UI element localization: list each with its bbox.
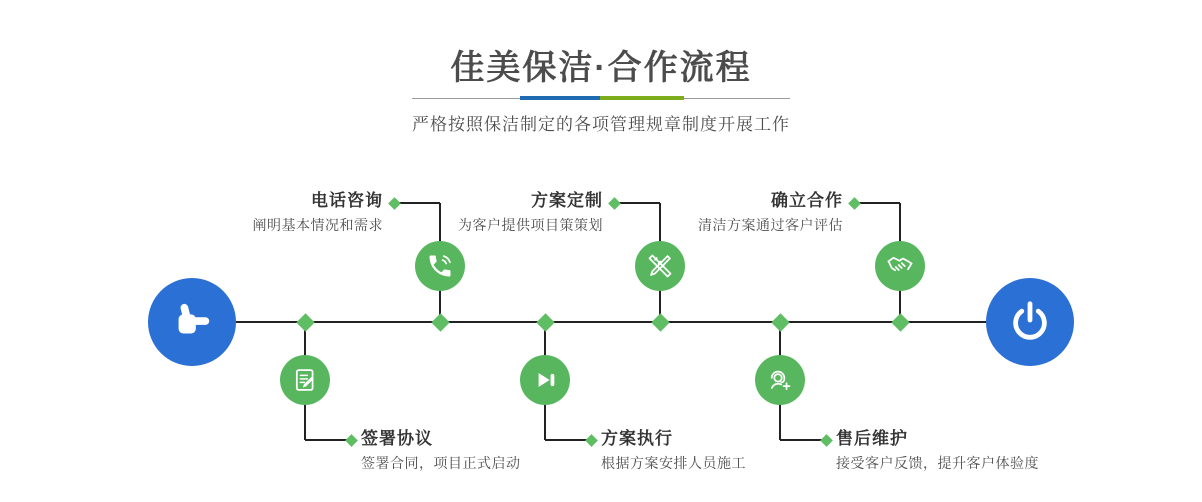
step-label-aftersales-maintenance [836,428,1116,473]
step-forward-icon [531,366,559,394]
page-title: 佳美保洁·合作流程 [450,49,752,87]
timeline-node-diamond [296,313,314,331]
divider-green-segment [600,96,684,100]
step-title: 确立合作 [771,191,843,210]
step-desc: 清洁方案通过客户评估 [698,217,843,233]
step-title: 方案定制 [531,191,603,210]
step-desc: 根据方案安排人员施工 [601,455,746,471]
hand-pointing-right-icon [169,299,215,345]
step-circle-plan-design [635,241,685,291]
page-subtitle: 严格按照保洁制定的各项管理规章制度开展工作 [412,115,790,134]
step-title: 签署协议 [361,429,433,448]
step-desc: 阐明基本情况和需求 [252,217,383,233]
connector-horizontal-top-3 [855,202,900,204]
step-desc: 接受客户反馈，提升客户体验度 [836,455,1039,471]
step-title: 电话咨询 [311,191,383,210]
timeline-node-diamond [651,313,669,331]
timeline-node-diamond [431,313,449,331]
divider-blue-segment [520,96,600,100]
timeline-node-diamond [536,313,554,331]
start-node [148,278,236,366]
step-desc: 为客户提供项目策策划 [458,217,603,233]
step-label-confirm-cooperation [583,190,843,235]
step-desc: 签署合同，项目正式启动 [361,455,521,471]
step-label-plan-design [343,190,603,235]
step-title: 方案执行 [601,429,673,448]
document-pen-icon [291,366,319,394]
step-circle-phone [415,241,465,291]
step-circle-sign-document [280,355,330,405]
label-diamond [345,434,358,447]
step-label-sign-agreement [361,428,641,473]
label-diamond [848,197,861,210]
connector-horizontal-bottom-1 [305,439,350,441]
timeline-node-diamond [891,313,909,331]
pencil-ruler-icon [646,252,674,280]
handshake-icon [885,251,915,281]
power-icon [1007,299,1053,345]
step-circle-execute [520,355,570,405]
headset-plus-icon [766,366,794,394]
timeline-node-diamond [771,313,789,331]
timeline-main-line [236,321,986,323]
step-circle-aftersales [755,355,805,405]
phone-icon [426,252,454,280]
end-node [986,278,1074,366]
step-title: 售后维护 [836,429,908,448]
step-circle-handshake [875,241,925,291]
title-divider [412,96,790,100]
